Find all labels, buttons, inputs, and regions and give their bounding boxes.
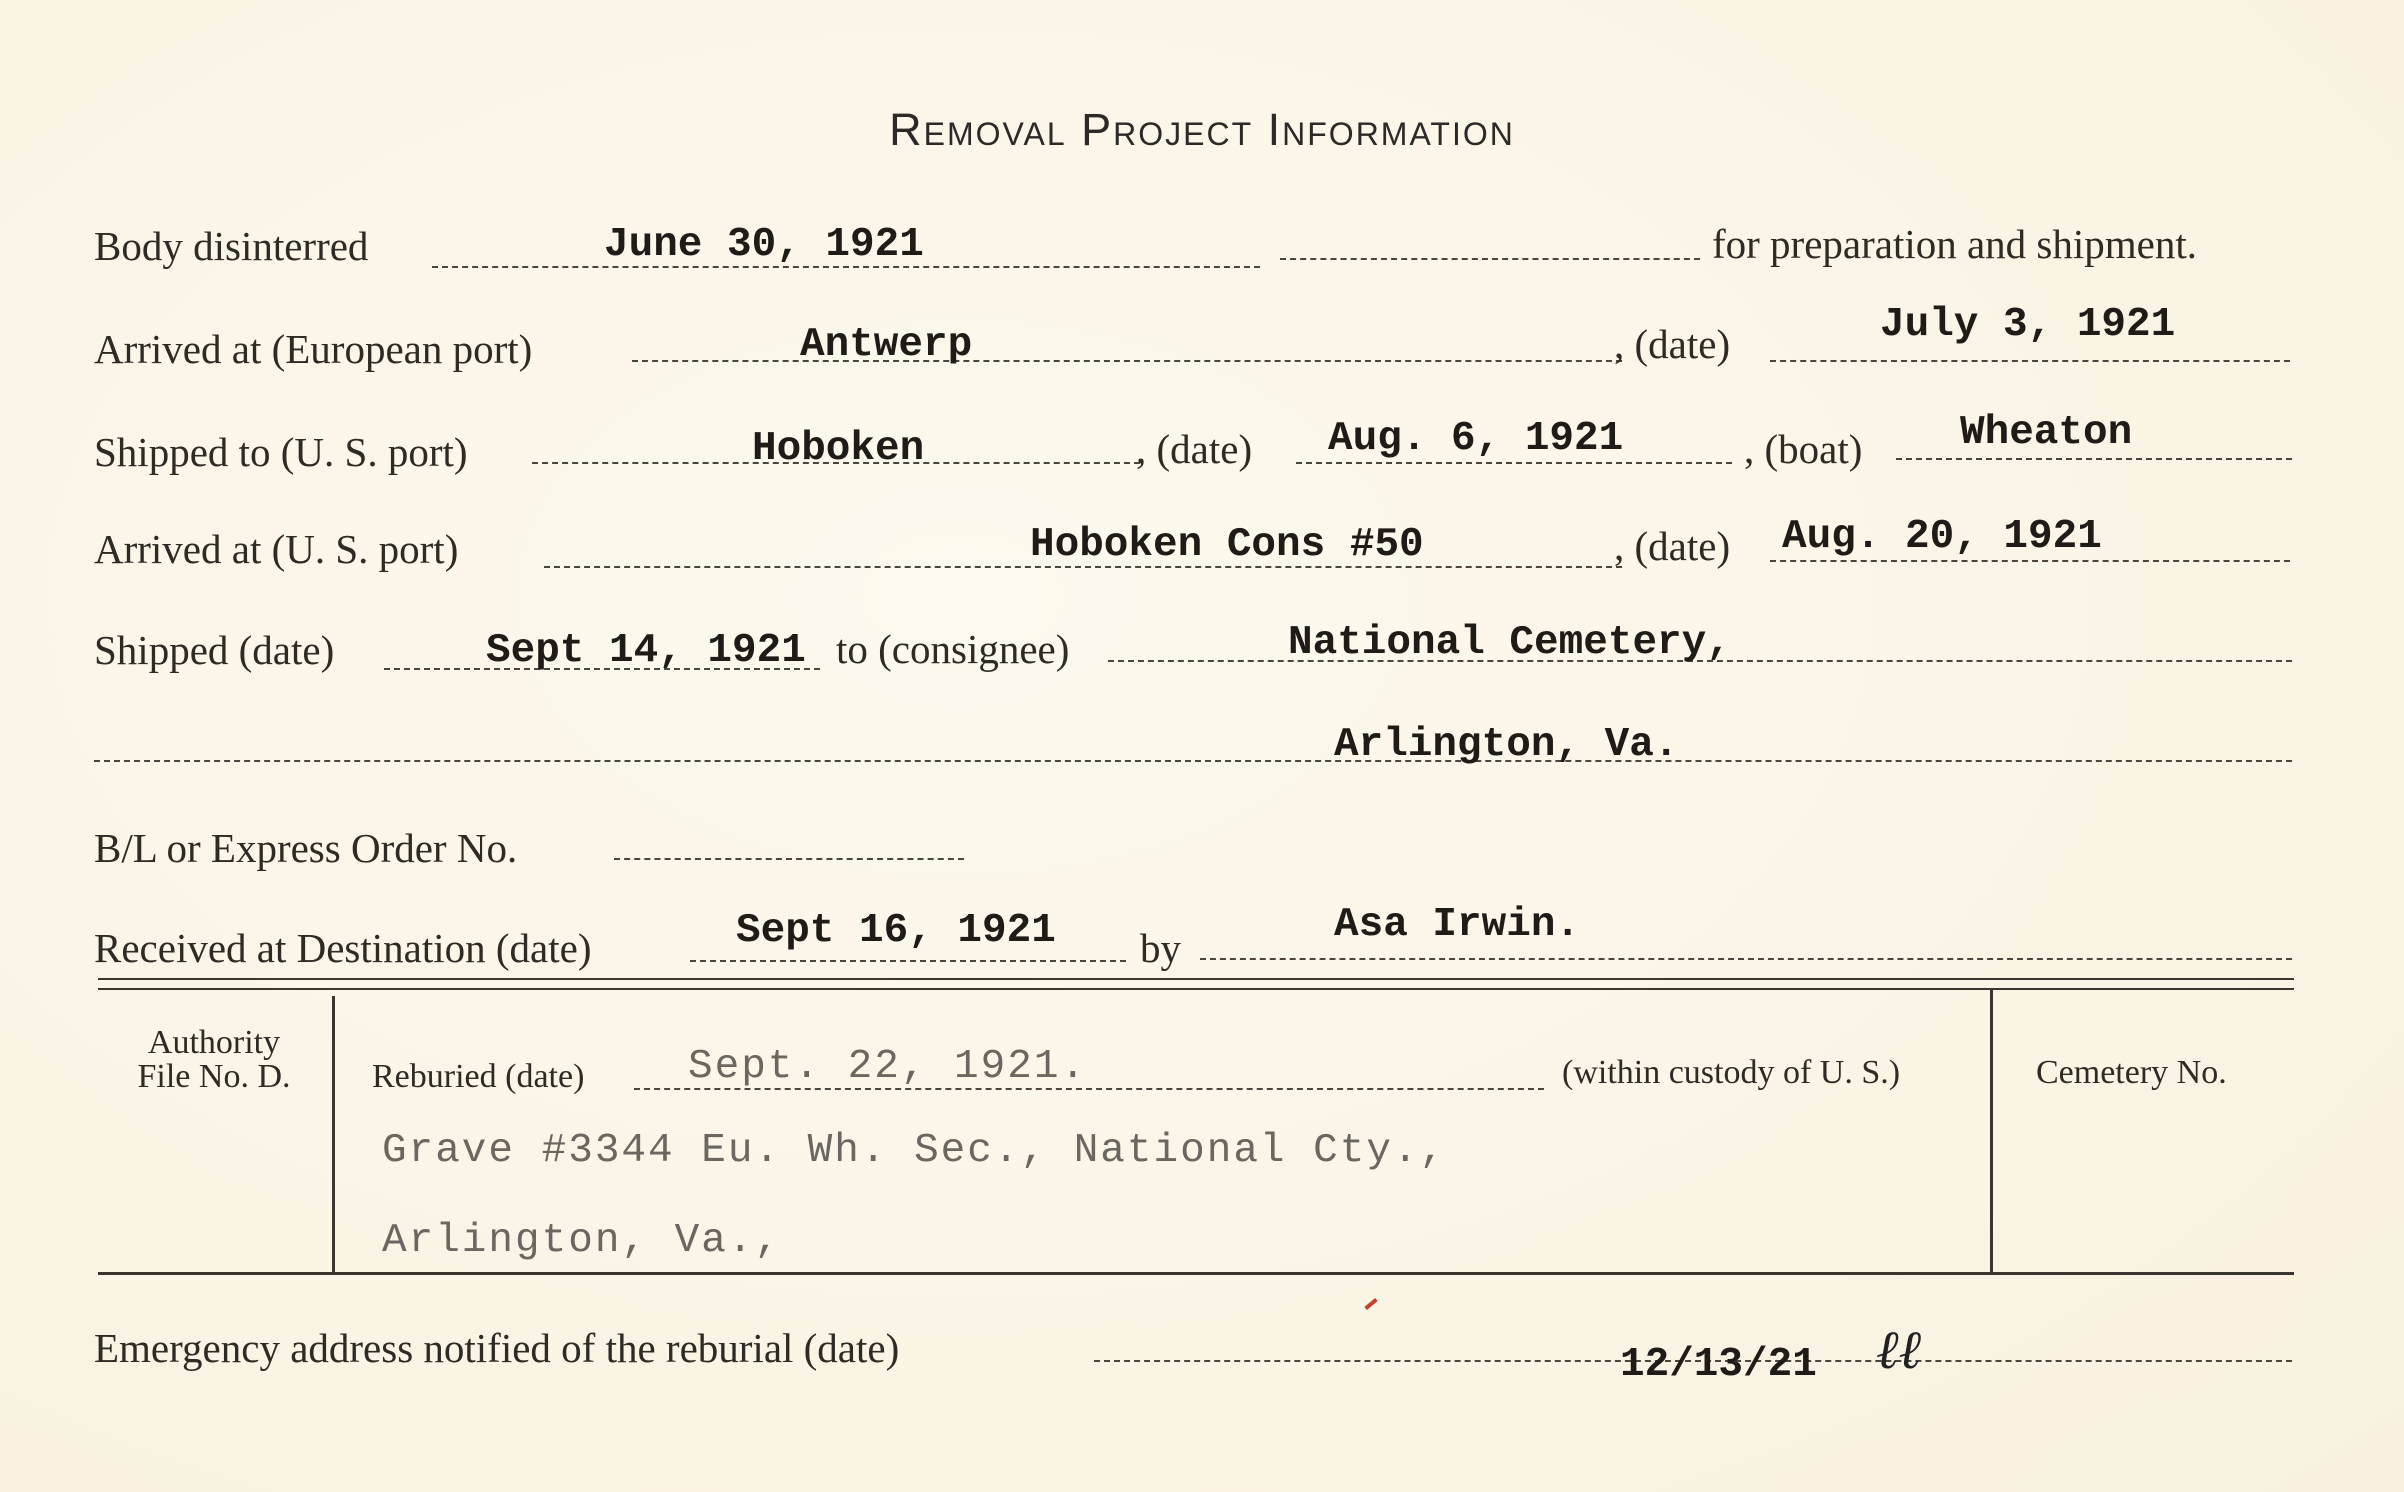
received-by-label: by <box>1140 925 1181 971</box>
body-disinterred-date: June 30, 1921 <box>604 222 924 268</box>
box-top-rule-2 <box>98 988 2294 990</box>
box-top-rule <box>98 978 2294 980</box>
shipped-on-date: Sept 14, 1921 <box>486 628 806 674</box>
box-divider-right <box>1990 990 1993 1272</box>
box-bottom-rule <box>98 1272 2294 1275</box>
us-port-shipped-label: Shipped to (U. S. port) <box>94 429 468 475</box>
body-disinterred-label: Body disinterred <box>94 223 369 269</box>
received-by-name: Asa Irwin. <box>1334 902 1581 948</box>
dotted-line <box>1770 360 2290 362</box>
box-divider-left <box>332 996 335 1272</box>
dotted-line <box>94 760 2292 762</box>
consignee-label: to (consignee) <box>836 626 1070 672</box>
authority-file-label <box>104 1026 324 1094</box>
us-arrival-date-label: , (date) <box>1614 523 1731 569</box>
shipped-date-row-label: Shipped (date) <box>94 627 335 673</box>
cemetery-no-label: Cemetery No. <box>2036 1054 2227 1091</box>
reburied-date: Sept. 22, 1921. <box>688 1044 1088 1090</box>
emergency-notified-date: 12/13/21 <box>1620 1342 1817 1388</box>
dotted-line <box>690 960 1126 962</box>
consignee-name: National Cemetery, <box>1288 620 1731 666</box>
us-arrival-date: Aug. 20, 1921 <box>1782 514 2102 560</box>
emergency-address-label: Emergency address notified of the reburial (date) <box>94 1325 900 1371</box>
ink-speck <box>1364 1298 1377 1310</box>
authority-label-line2: File No. D. <box>137 1058 291 1095</box>
european-arrival-date: July 3, 1921 <box>1880 302 2176 348</box>
dotted-line <box>632 360 1622 362</box>
dotted-line <box>1296 462 1732 464</box>
preparation-suffix: for preparation and shipment. <box>1712 221 2198 267</box>
received-date: Sept 16, 1921 <box>736 908 1056 954</box>
consignee-location: Arlington, Va. <box>1334 722 1679 768</box>
shipped-date-value: Aug. 6, 1921 <box>1328 416 1624 462</box>
received-destination-label: Received at Destination (date) <box>94 925 592 971</box>
grave-location-line1: Grave #3344 Eu. Wh. Sec., National Cty., <box>382 1128 1447 1174</box>
dotted-line <box>1770 560 2290 562</box>
dotted-line <box>1896 458 2292 460</box>
us-port-arrived-value: Hoboken Cons #50 <box>1030 522 1424 568</box>
dotted-line <box>614 858 964 860</box>
us-port-arrived-label: Arrived at (U. S. port) <box>94 526 459 572</box>
reburied-label: Reburied (date) <box>372 1058 585 1095</box>
shipped-date-label: , (date) <box>1136 426 1253 472</box>
authority-label-line1: Authority <box>147 1024 281 1061</box>
us-port-shipped-value: Hoboken <box>752 426 925 472</box>
dotted-line <box>1200 958 2292 960</box>
european-port-label: Arrived at (European port) <box>94 326 533 372</box>
handwritten-initials: ℓℓ <box>1876 1318 1921 1381</box>
boat-name: Wheaton <box>1960 410 2133 456</box>
european-port-value: Antwerp <box>800 322 973 368</box>
grave-location-line2: Arlington, Va., <box>382 1218 782 1264</box>
bl-order-label: B/L or Express Order No. <box>94 825 518 871</box>
european-date-label: , (date) <box>1614 321 1731 367</box>
card-title: Removal Project Information <box>889 104 1515 155</box>
boat-label: , (boat) <box>1744 426 1863 472</box>
custody-note: (within custody of U. S.) <box>1562 1054 1901 1091</box>
dotted-line <box>1280 258 1700 260</box>
